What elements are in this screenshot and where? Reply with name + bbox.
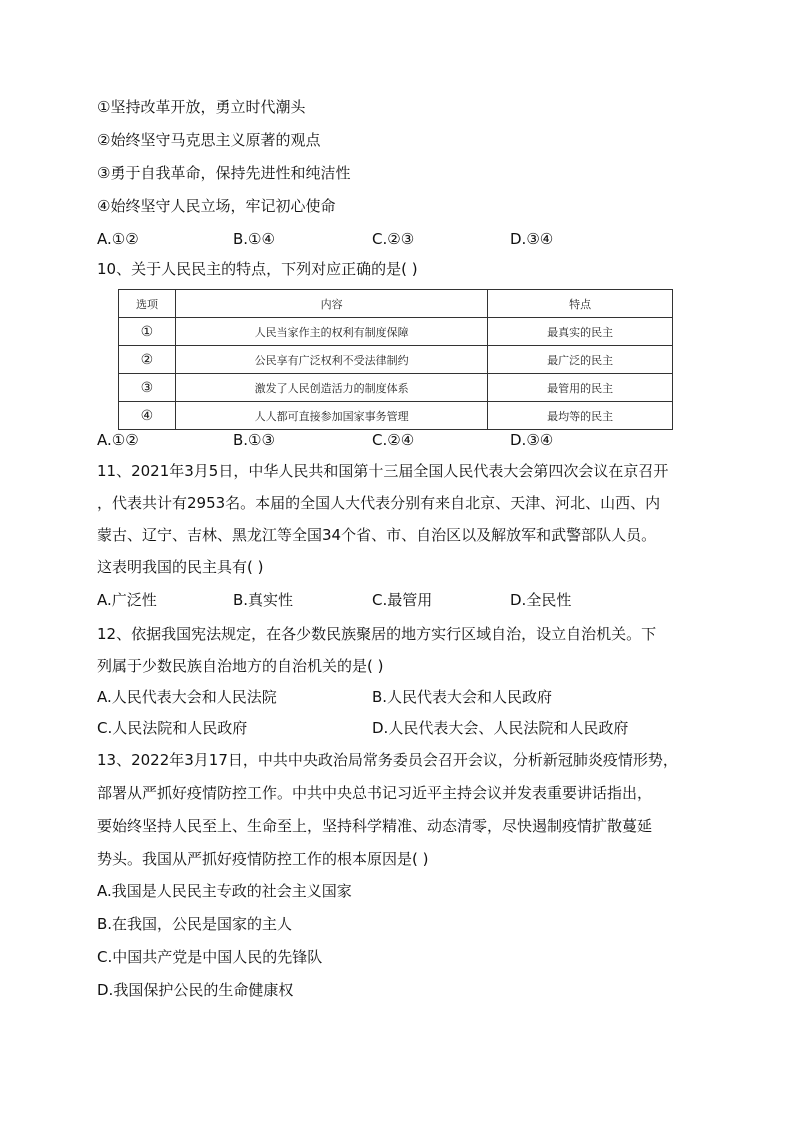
q12-line-1: 12、依据我国宪法规定，在各少数民族聚居的地方实行区域自治，设立自治机关。下 [97,625,657,643]
q12-line-2: 列属于少数民族自治地方的自治机关的是( ) [97,657,384,675]
table-cell: 公民享有广泛权利不受法律制约 [175,346,487,374]
q11-option-b: B.真实性 [233,591,294,609]
q13-option-d: D.我国保护公民的生命健康权 [97,981,294,999]
q9-statement-2: ②始终坚守马克思主义原著的观点 [97,131,321,149]
q10-option-c: C.②④ [372,431,415,449]
table-header-feature: 特点 [488,290,673,318]
table-cell: 最管用的民主 [488,374,673,402]
table-row [119,402,673,430]
q10-option-b: B.①③ [233,431,275,449]
table-cell: 最真实的民主 [488,318,673,346]
table-cell: ④ [119,402,176,430]
q11-line-3: 蒙古、辽宁、吉林、黑龙江等全国34个省、市、自治区以及解放军和武警部队人员。 [97,526,657,544]
q11-option-d: D.全民性 [510,591,572,609]
table-header-option: 选项 [119,290,176,318]
q12-option-c: C.人民法院和人民政府 [97,719,248,737]
table-cell: ① [119,318,176,346]
q11-line-2: ，代表共计有2953名。本届的全国人大代表分别有来自北京、天津、河北、山西、内 [97,494,661,512]
q10-table [118,289,673,430]
q9-statement-1: ①坚持改革开放，勇立时代潮头 [97,98,306,116]
q13-line-4: 势头。我国从严抓好疫情防控工作的根本原因是( ) [97,850,429,868]
table-cell: 激发了人民创造活力的制度体系 [175,374,487,402]
table-row [119,346,673,374]
q9-statement-3: ③勇于自我革命，保持先进性和纯洁性 [97,164,351,182]
q13-line-2: 部署从严抓好疫情防控工作。中共中央总书记习近平主持会议并发表重要讲话指出， [97,784,653,802]
table-cell: 人人都可直接参加国家事务管理 [175,402,487,430]
table-cell: 最广泛的民主 [488,346,673,374]
q9-option-a: A.①② [97,230,139,248]
table-header-row [119,290,673,318]
table-header-content: 内容 [175,290,487,318]
q11-option-a: A.广泛性 [97,591,157,609]
q11-line-1: 11、2021年3月5日，中华人民共和国第十三届全国人民代表大会第四次会议在京召开 [97,462,669,480]
table-cell: ③ [119,374,176,402]
q11-option-c: C.最管用 [372,591,433,609]
q13-line-3: 要始终坚持人民至上、生命至上，坚持科学精准、动态清零，尽快遏制疫情扩散蔓延 [97,817,653,835]
q13-option-b: B.在我国，公民是国家的主人 [97,915,293,933]
q10-option-d: D.③④ [510,431,554,449]
q9-option-d: D.③④ [510,230,554,248]
q12-option-b: B.人民代表大会和人民政府 [372,688,553,706]
table-cell: ② [119,346,176,374]
q9-option-b: B.①④ [233,230,275,248]
q9-statement-4: ④始终坚守人民立场，牢记初心使命 [97,197,336,215]
q13-option-a: A.我国是人民民主专政的社会主义国家 [97,882,352,900]
q13-option-c: C.中国共产党是中国人民的先锋队 [97,948,323,966]
table-row [119,318,673,346]
q12-option-d: D.人民代表大会、人民法院和人民政府 [372,719,629,737]
table-row [119,374,673,402]
table-cell: 人民当家作主的权利有制度保障 [175,318,487,346]
q9-option-c: C.②③ [372,230,415,248]
q10-question: 10、关于人民民主的特点，下列对应正确的是( ) [97,260,418,278]
q13-line-1: 13、2022年3月17日，中共中央政治局常务委员会召开会议，分析新冠肺炎疫情形势， [97,751,678,769]
table-cell: 最均等的民主 [488,402,673,430]
q10-option-a: A.①② [97,431,139,449]
q11-line-4: 这表明我国的民主具有( ) [97,558,264,576]
q12-option-a: A.人民代表大会和人民法院 [97,688,277,706]
